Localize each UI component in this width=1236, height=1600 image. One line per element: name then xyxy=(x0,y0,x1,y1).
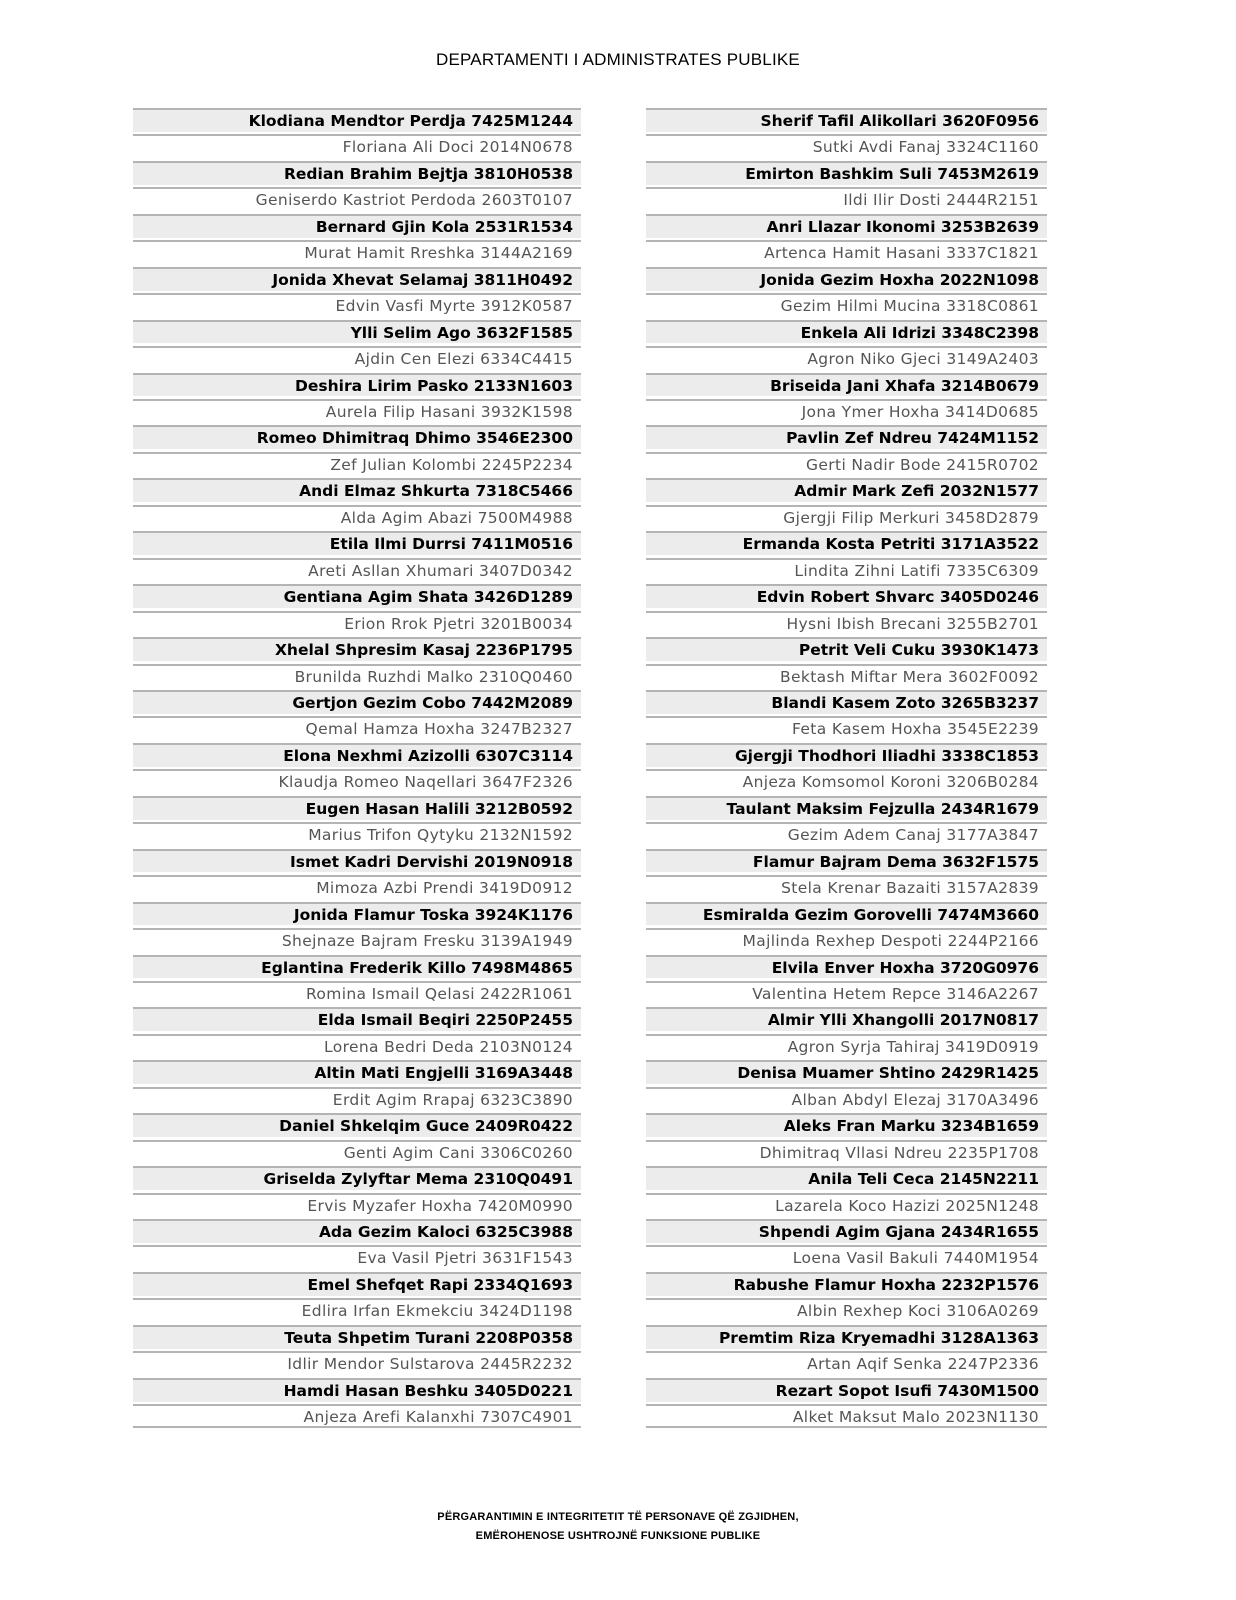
list-item: Anila Teli Ceca 2145N2211 xyxy=(646,1166,1047,1190)
list-item: Altin Mati Engjelli 3169A3448 xyxy=(133,1060,581,1084)
list-item: Xhelal Shpresim Kasaj 2236P1795 xyxy=(133,637,581,661)
list-item: Edvin Robert Shvarc 3405D0246 xyxy=(646,584,1047,608)
list-item: Shpendi Agim Gjana 2434R1655 xyxy=(646,1219,1047,1243)
list-item: Loena Vasil Bakuli 7440M1954 xyxy=(646,1245,1047,1269)
list-item: Shejnaze Bajram Fresku 3139A1949 xyxy=(133,928,581,952)
list-item: Murat Hamit Rreshka 3144A2169 xyxy=(133,240,581,264)
list-item: Daniel Shkelqim Guce 2409R0422 xyxy=(133,1113,581,1137)
list-item: Andi Elmaz Shkurta 7318C5466 xyxy=(133,478,581,502)
list-item: Gentiana Agim Shata 3426D1289 xyxy=(133,584,581,608)
list-item: Bektash Miftar Mera 3602F0092 xyxy=(646,664,1047,688)
list-item: Elvila Enver Hoxha 3720G0976 xyxy=(646,955,1047,979)
list-item: Pavlin Zef Ndreu 7424M1152 xyxy=(646,425,1047,449)
list-item: Flamur Bajram Dema 3632F1575 xyxy=(646,849,1047,873)
list-item: Ada Gezim Kaloci 6325C3988 xyxy=(133,1219,581,1243)
list-item: Ylli Selim Ago 3632F1585 xyxy=(133,320,581,344)
list-item: Blandi Kasem Zoto 3265B3237 xyxy=(646,690,1047,714)
list-item: Majlinda Rexhep Despoti 2244P2166 xyxy=(646,928,1047,952)
list-item: Teuta Shpetim Turani 2208P0358 xyxy=(133,1325,581,1349)
list-item: Erdit Agim Rrapaj 6323C3890 xyxy=(133,1087,581,1111)
list-item: Valentina Hetem Repce 3146A2267 xyxy=(646,981,1047,1005)
list-item: Stela Krenar Bazaiti 3157A2839 xyxy=(646,875,1047,899)
list-item: Premtim Riza Kryemadhi 3128A1363 xyxy=(646,1325,1047,1349)
list-item: Bernard Gjin Kola 2531R1534 xyxy=(133,214,581,238)
list-item: Elda Ismail Beqiri 2250P2455 xyxy=(133,1007,581,1031)
list-item: Ervis Myzafer Hoxha 7420M0990 xyxy=(133,1193,581,1217)
list-item: Aleks Fran Marku 3234B1659 xyxy=(646,1113,1047,1137)
list-item: Zef Julian Kolombi 2245P2234 xyxy=(133,452,581,476)
list-item: Sutki Avdi Fanaj 3324C1160 xyxy=(646,134,1047,158)
list-item: Feta Kasem Hoxha 3545E2239 xyxy=(646,716,1047,740)
list-item: Ildi Ilir Dosti 2444R2151 xyxy=(646,187,1047,211)
list-item: Erion Rrok Pjetri 3201B0034 xyxy=(133,611,581,635)
list-item: Marius Trifon Qytyku 2132N1592 xyxy=(133,822,581,846)
list-item: Esmiralda Gezim Gorovelli 7474M3660 xyxy=(646,902,1047,926)
list-item: Agron Niko Gjeci 3149A2403 xyxy=(646,346,1047,370)
list-item: Klodiana Mendtor Perdja 7425M1244 xyxy=(133,108,581,132)
list-item: Jonida Xhevat Selamaj 3811H0492 xyxy=(133,267,581,291)
list-item: Redian Brahim Bejtja 3810H0538 xyxy=(133,161,581,185)
list-item: Alket Maksut Malo 2023N1130 xyxy=(646,1404,1047,1428)
list-item: Sherif Tafil Alikollari 3620F0956 xyxy=(646,108,1047,132)
list-item: Hysni Ibish Brecani 3255B2701 xyxy=(646,611,1047,635)
list-item: Gezim Hilmi Mucina 3318C0861 xyxy=(646,293,1047,317)
list-item: Petrit Veli Cuku 3930K1473 xyxy=(646,637,1047,661)
list-item: Alda Agim Abazi 7500M4988 xyxy=(133,505,581,529)
list-item: Anri Llazar Ikonomi 3253B2639 xyxy=(646,214,1047,238)
list-item: Qemal Hamza Hoxha 3247B2327 xyxy=(133,716,581,740)
list-item: Lorena Bedri Deda 2103N0124 xyxy=(133,1034,581,1058)
list-item: Deshira Lirim Pasko 2133N1603 xyxy=(133,373,581,397)
list-item: Romina Ismail Qelasi 2422R1061 xyxy=(133,981,581,1005)
list-item: Floriana Ali Doci 2014N0678 xyxy=(133,134,581,158)
list-item: Genti Agim Cani 3306C0260 xyxy=(133,1140,581,1164)
list-item: Ismet Kadri Dervishi 2019N0918 xyxy=(133,849,581,873)
list-item: Idlir Mendor Sulstarova 2445R2232 xyxy=(133,1351,581,1375)
list-item: Mimoza Azbi Prendi 3419D0912 xyxy=(133,875,581,899)
list-item: Artenca Hamit Hasani 3337C1821 xyxy=(646,240,1047,264)
list-item: Gjergji Filip Merkuri 3458D2879 xyxy=(646,505,1047,529)
list-item: Emirton Bashkim Suli 7453M2619 xyxy=(646,161,1047,185)
page-title: DEPARTAMENTI I ADMINISTRATES PUBLIKE xyxy=(436,50,800,69)
list-item: Ermanda Kosta Petriti 3171A3522 xyxy=(646,531,1047,555)
list-item: Emel Shefqet Rapi 2334Q1693 xyxy=(133,1272,581,1296)
list-item: Ajdin Cen Elezi 6334C4415 xyxy=(133,346,581,370)
list-item: Rabushe Flamur Hoxha 2232P1576 xyxy=(646,1272,1047,1296)
list-item: Almir Ylli Xhangolli 2017N0817 xyxy=(646,1007,1047,1031)
right-name-list xyxy=(646,108,1047,1431)
list-item: Klaudja Romeo Naqellari 3647F2326 xyxy=(133,769,581,793)
list-item: Taulant Maksim Fejzulla 2434R1679 xyxy=(646,796,1047,820)
list-item: Etila Ilmi Durrsi 7411M0516 xyxy=(133,531,581,555)
list-item: Gezim Adem Canaj 3177A3847 xyxy=(646,822,1047,846)
list-item: Jonida Gezim Hoxha 2022N1098 xyxy=(646,267,1047,291)
list-item: Edvin Vasfi Myrte 3912K0587 xyxy=(133,293,581,317)
list-item: Anjeza Komsomol Koroni 3206B0284 xyxy=(646,769,1047,793)
list-item: Gerti Nadir Bode 2415R0702 xyxy=(646,452,1047,476)
list-item: Hamdi Hasan Beshku 3405D0221 xyxy=(133,1378,581,1402)
list-item: Jonida Flamur Toska 3924K1176 xyxy=(133,902,581,926)
list-item: Agron Syrja Tahiraj 3419D0919 xyxy=(646,1034,1047,1058)
list-item: Gertjon Gezim Cobo 7442M2089 xyxy=(133,690,581,714)
list-item: Denisa Muamer Shtino 2429R1425 xyxy=(646,1060,1047,1084)
list-item: Brunilda Ruzhdi Malko 2310Q0460 xyxy=(133,664,581,688)
list-item: Romeo Dhimitraq Dhimo 3546E2300 xyxy=(133,425,581,449)
list-item: Lindita Zihni Latifi 7335C6309 xyxy=(646,558,1047,582)
list-item: Anjeza Arefi Kalanxhi 7307C4901 xyxy=(133,1404,581,1428)
left-name-list xyxy=(133,108,581,1431)
list-item: Geniserdo Kastriot Perdoda 2603T0107 xyxy=(133,187,581,211)
list-item: Edlira Irfan Ekmekciu 3424D1198 xyxy=(133,1298,581,1322)
list-item: Alban Abdyl Elezaj 3170A3496 xyxy=(646,1087,1047,1111)
list-item: Enkela Ali Idrizi 3348C2398 xyxy=(646,320,1047,344)
list-item: Gjergji Thodhori Iliadhi 3338C1853 xyxy=(646,743,1047,767)
list-item: Griselda Zylyftar Mema 2310Q0491 xyxy=(133,1166,581,1190)
list-item: Areti Asllan Xhumari 3407D0342 xyxy=(133,558,581,582)
list-item: Admir Mark Zefi 2032N1577 xyxy=(646,478,1047,502)
list-item: Elona Nexhmi Azizolli 6307C3114 xyxy=(133,743,581,767)
list-item: Artan Aqif Senka 2247P2336 xyxy=(646,1351,1047,1375)
list-item: Eglantina Frederik Killo 7498M4865 xyxy=(133,955,581,979)
list-item: Albin Rexhep Koci 3106A0269 xyxy=(646,1298,1047,1322)
list-item: Jona Ymer Hoxha 3414D0685 xyxy=(646,399,1047,423)
footer-line-1: PËRGARANTIMIN E INTEGRITETIT TË PERSONAVE QË ZGJIDHEN, xyxy=(437,1511,799,1523)
list-item: Dhimitraq Vllasi Ndreu 2235P1708 xyxy=(646,1140,1047,1164)
list-item: Eugen Hasan Halili 3212B0592 xyxy=(133,796,581,820)
list-item: Aurela Filip Hasani 3932K1598 xyxy=(133,399,581,423)
list-item: Briseida Jani Xhafa 3214B0679 xyxy=(646,373,1047,397)
list-item: Lazarela Koco Hazizi 2025N1248 xyxy=(646,1193,1047,1217)
list-item: Eva Vasil Pjetri 3631F1543 xyxy=(133,1245,581,1269)
list-item: Rezart Sopot Isufi 7430M1500 xyxy=(646,1378,1047,1402)
footer-line-2: EMËROHENOSE USHTROJNË FUNKSIONE PUBLIKE xyxy=(475,1530,761,1542)
